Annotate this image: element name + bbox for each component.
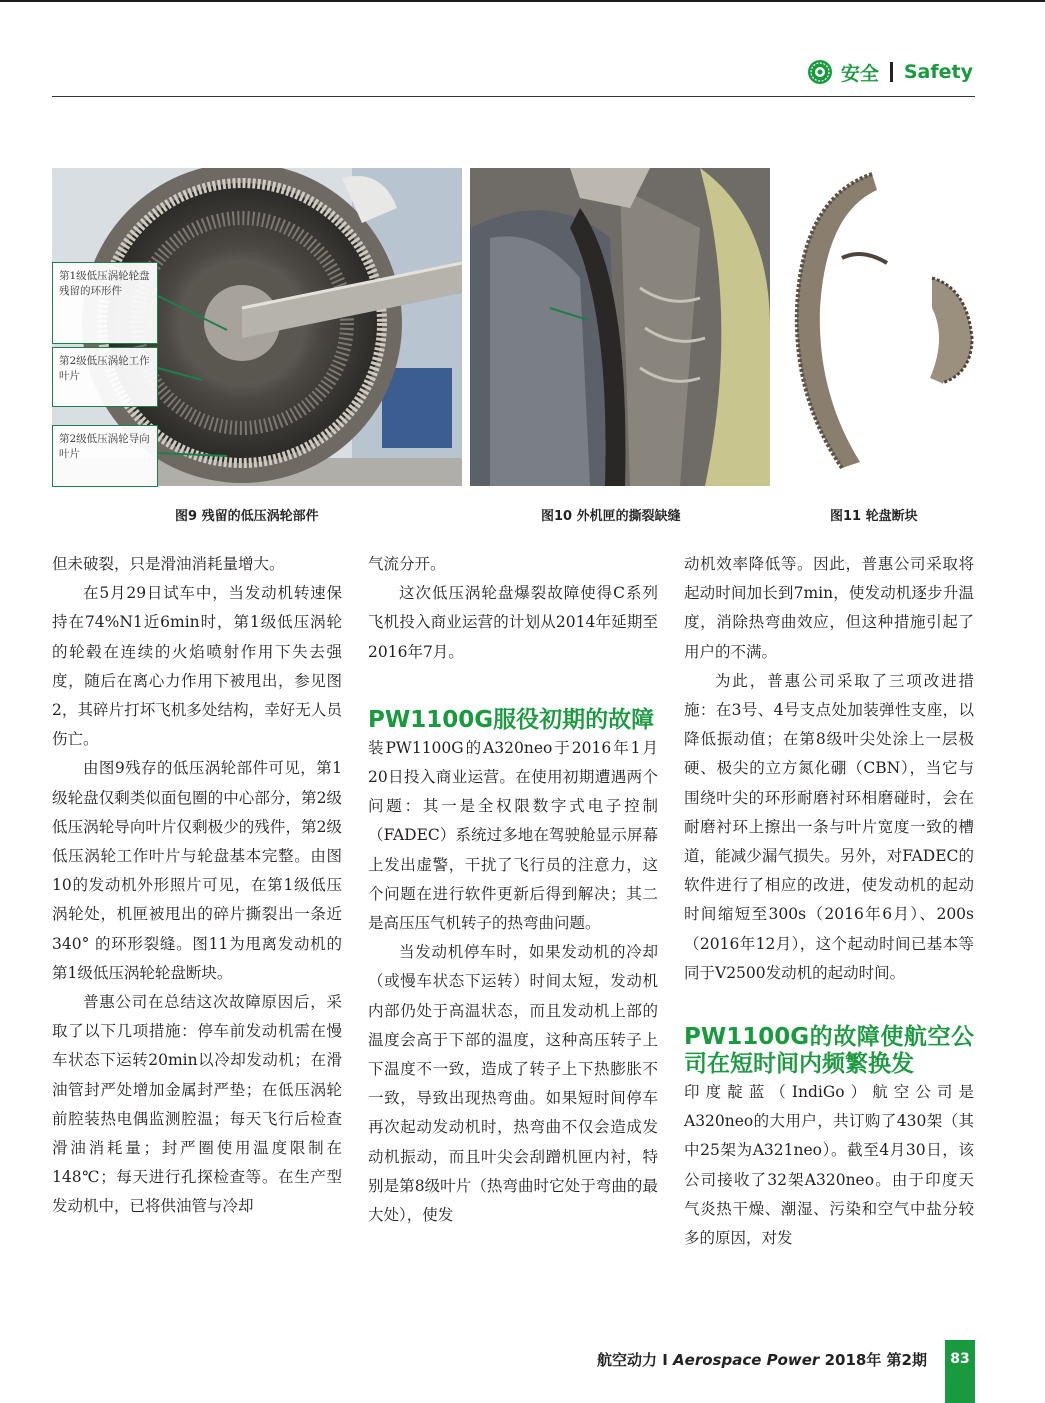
- paragraph: 当发动机停车时，如果发动机的冷却（或慢车状态下运转）时间太短，发动机内部仍处于高温状态，而且发动机上部的温度会高于下部的温度，这种高压转子上下温度不一致，造成了转子上下热膨胀不一致，导致出现热弯曲。如果短时间停车再次起动发动机时，热弯曲不仅会造成发动机振动，而且叶尖会刮蹭机匣内衬，特别是第8级叶片（热弯曲时它处于弯曲的最大处），使发: [368, 943, 658, 1225]
- paragraph: 为此，普惠公司采取了三项改进措施：在3号、4号支点处加装弹性支座，以降低振动值；在第8级叶尖处涂上一层极硬、极尖的立方氮化硼（CBN），当它与围绕叶尖的环形耐磨衬环相磨碰时，会在耐磨衬环上擦出一条与叶片宽度一致的槽道，能减少漏气损失。另外，对FADEC的软件进行了相应的改进，使发动机的起动时间缩短至300s（2016年6月）、200s（2016年12月），这个起动时间已基本等同于V2500发动机的起动时间。: [684, 671, 974, 982]
- callout-rotor-blade: 第2级低压涡轮工作叶片: [52, 347, 158, 407]
- figure-10-photo: [470, 168, 770, 486]
- figure-9-caption: 图9 残留的低压涡轮部件: [175, 509, 319, 524]
- paragraph: 在5月29日试车中，当发动机转速保持在74%N1近6min时，第1级低压涡轮的轮毂在连续的火焰喷射作用下失去强度，随后在离心力作用下被甩出，参见图2，其碎片打坏飞机多处结构，幸好无人员伤亡。: [52, 584, 342, 749]
- turbine-logo-icon: [807, 59, 833, 85]
- paragraph: 装PW1100G的A320neo于2016年1月20日投入商业运营。在使用初期遭遇两个问题：其一是全权限数字式电子控制（FADEC）系统过多地在驾驶舱显示屏幕上发出虚警，干扰了飞行员的注意力，这个问题在进行软件更新后得到解决；其二是高压压气机转子的热弯曲问题。: [368, 738, 658, 933]
- paragraph: 由图9残存的低压涡轮部件可见，第1级轮盘仅剩类似面包圈的中心部分，第2级低压涡轮导向叶片仅剩极少的残件，第2级低压涡轮工作叶片与轮盘基本完整。由图10的发动机外形照片可见，在第1级低压涡轮处，机匣被甩出的碎片撕裂出一条近340° 的环形裂缝。图11为甩离发动机的第1级低压涡轮轮盘断块。: [52, 759, 342, 982]
- callout-guide-vane: 第2级低压涡轮导向叶片: [52, 425, 158, 487]
- section-heading: PW1100G的故障使航空公司在短时间内频繁换发: [684, 1024, 974, 1078]
- section-heading: PW1100G服役初期的故障: [368, 706, 655, 733]
- paragraph: 普惠公司在总结这次故障原因后，采取了以下几项措施：停车前发动机需在慢车状态下运转20min以冷却发动机；在滑油管封严处增加金属封严垫；在低压涡轮前腔装热电偶监测腔温；每天飞行后检查滑油消耗量；封严圈使用温度限制在148℃；每天进行孔探检查等。在生产型发动机中，已将供油管与冷却: [52, 993, 342, 1216]
- callout-ring-remnant: 第1级低压涡轮轮盘残留的环形件: [52, 262, 158, 344]
- header-rule: [52, 96, 975, 97]
- section-header: [807, 58, 973, 86]
- footer-separator: I: [662, 1351, 668, 1369]
- section-title-cn: 安全: [840, 62, 879, 85]
- paragraph: 动机效率降低等。因此，普惠公司采取将起动时间加长到7min，使发动机逐步升温度，消除热弯曲效应，但这种措施引起了用户的不满。: [684, 555, 974, 661]
- figure-10-caption: 图10 外机匣的撕裂缺缝: [541, 509, 681, 524]
- page-number-box: [945, 1340, 975, 1403]
- text-column-3: [684, 550, 974, 1253]
- journal-footer: [597, 1349, 927, 1370]
- journal-name-cn: 航空动力: [596, 1351, 657, 1369]
- page-number: 83: [950, 1351, 970, 1367]
- text-column-1: [52, 550, 342, 1222]
- journal-name-en: Aerospace Power: [673, 1351, 820, 1369]
- paragraph: 气流分开。: [368, 555, 446, 573]
- section-title-en: Safety: [903, 61, 973, 83]
- paragraph: 但未破裂，只是滑油消耗量增大。: [52, 555, 285, 573]
- issue-label: 2018年 第2期: [824, 1351, 927, 1369]
- paragraph: 这次低压涡轮盘爆裂故障使得C系列飞机投入商业运营的计划从2014年延期至2016年7月。: [368, 584, 658, 661]
- text-column-2: [368, 550, 658, 1230]
- figure-11-photo: [782, 168, 975, 486]
- top-rule: [0, 0, 1045, 2]
- figure-11-caption: 图11 轮盘断块: [830, 509, 918, 524]
- paragraph: 印度靛蓝（IndiGo）航空公司是A320neo的大用户，共订购了430架（其中25架为A321neo）。截至4月30日，该公司接收了32架A320neo。由于印度天气炎热干燥、潮湿、污染和空气中盐分较多的原因，对发: [684, 1083, 974, 1248]
- header-separator: [890, 62, 893, 82]
